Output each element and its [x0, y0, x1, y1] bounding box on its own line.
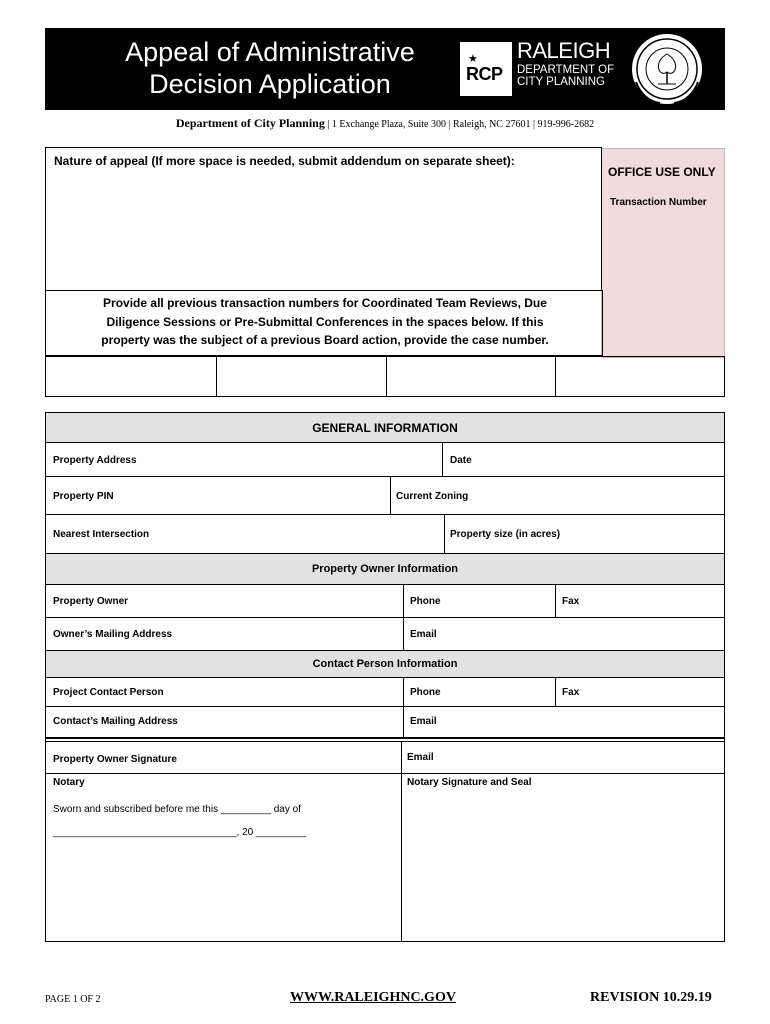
department-contact-line [45, 116, 725, 131]
nature-of-appeal-field[interactable] [45, 147, 602, 291]
sworn-statement: Sworn and subscribed before me this _________ day of [53, 804, 301, 815]
office-use-panel [601, 148, 725, 358]
website-link[interactable]: WWW.RALEIGHNC.GOV [290, 990, 456, 1005]
property-owner-field[interactable]: Property Owner [53, 596, 129, 607]
previous-line-2: Diligence Sessions or Pre-Submittal Conferences in the spaces below. If this [106, 314, 544, 329]
nearest-intersection-field[interactable]: Nearest Intersection [53, 529, 150, 540]
property-owner-signature-field[interactable]: Property Owner Signature [53, 754, 177, 765]
notary-signature-seal-field[interactable]: Notary Signature and Seal [407, 777, 532, 788]
contact-mailing-address-field[interactable]: Contact’s Mailing Address [53, 716, 178, 727]
owner-email-field[interactable]: Email [410, 629, 437, 640]
transaction-number-field-2[interactable] [216, 357, 387, 396]
contact-person-information-title: Contact Person Information [46, 651, 724, 677]
department-name: Department of City Planning [175, 116, 325, 130]
owner-phone-field[interactable]: Phone [410, 596, 441, 607]
property-pin-field[interactable]: Property PIN [53, 491, 114, 502]
current-zoning-field[interactable]: Current Zoning [396, 491, 469, 502]
contact-email-field[interactable]: Email [410, 716, 437, 727]
previous-line-3: property was the subject of a previous Board action, provide the case number. [101, 333, 549, 347]
owner-mailing-address-field[interactable]: Owner’s Mailing Address [53, 629, 173, 640]
nature-of-appeal-label: Nature of appeal (If more space is needed, submit addendum on separate sheet): [54, 154, 515, 168]
owner-fax-field[interactable]: Fax [562, 596, 580, 607]
office-use-title: OFFICE USE ONLY [608, 165, 716, 179]
transaction-number-field-1[interactable] [46, 357, 217, 396]
notary-label: Notary [53, 777, 85, 788]
rcp-logo [460, 42, 512, 96]
logo-department-line-2: CITY PLANNING [517, 76, 605, 88]
title-line-2: Decision Application [149, 69, 391, 99]
general-information-section [45, 412, 725, 942]
signature-email-field[interactable]: Email [407, 752, 434, 763]
logo-department-line-1: DEPARTMENT OF [517, 64, 615, 76]
city-seal-icon [630, 32, 704, 106]
previous-transactions-text [56, 294, 594, 350]
page-number: PAGE 1 OF 2 [45, 994, 101, 1005]
title-line-1: Appeal of Administrative [125, 37, 415, 67]
transaction-number-field-3[interactable] [386, 357, 556, 396]
general-information-title: GENERAL INFORMATION [46, 413, 724, 443]
star-icon: ★ [468, 53, 478, 65]
property-size-field[interactable]: Property size (in acres) [450, 529, 561, 540]
project-contact-person-field[interactable]: Project Contact Person [53, 687, 164, 698]
contact-fax-field[interactable]: Fax [562, 687, 580, 698]
raleigh-logo-text: RALEIGH [517, 38, 611, 63]
contact-phone-field[interactable]: Phone [410, 687, 441, 698]
department-details: | 1 Exchange Plaza, Suite 300 | Raleigh, NC 27601 | 919-996-2682 [327, 119, 595, 130]
date-field[interactable]: Date [450, 455, 472, 466]
property-owner-information-title: Property Owner Information [46, 554, 724, 584]
notary-date-line: _________________________________, 20 _________ [53, 827, 307, 838]
section-divider [46, 737, 724, 739]
header-banner [45, 28, 725, 110]
previous-line-1: Provide all previous transaction numbers for Coordinated Team Reviews, Due [103, 296, 547, 310]
rcp-logo-text: RCP [466, 64, 503, 84]
transaction-number-field-4[interactable] [555, 357, 724, 396]
form-title [105, 36, 435, 100]
revision-label: REVISION 10.29.19 [590, 990, 712, 1005]
transaction-number-row [45, 356, 725, 397]
previous-transactions-instructions [45, 290, 603, 356]
transaction-number-label: Transaction Number [610, 197, 707, 208]
property-address-field[interactable]: Property Address [53, 455, 137, 466]
